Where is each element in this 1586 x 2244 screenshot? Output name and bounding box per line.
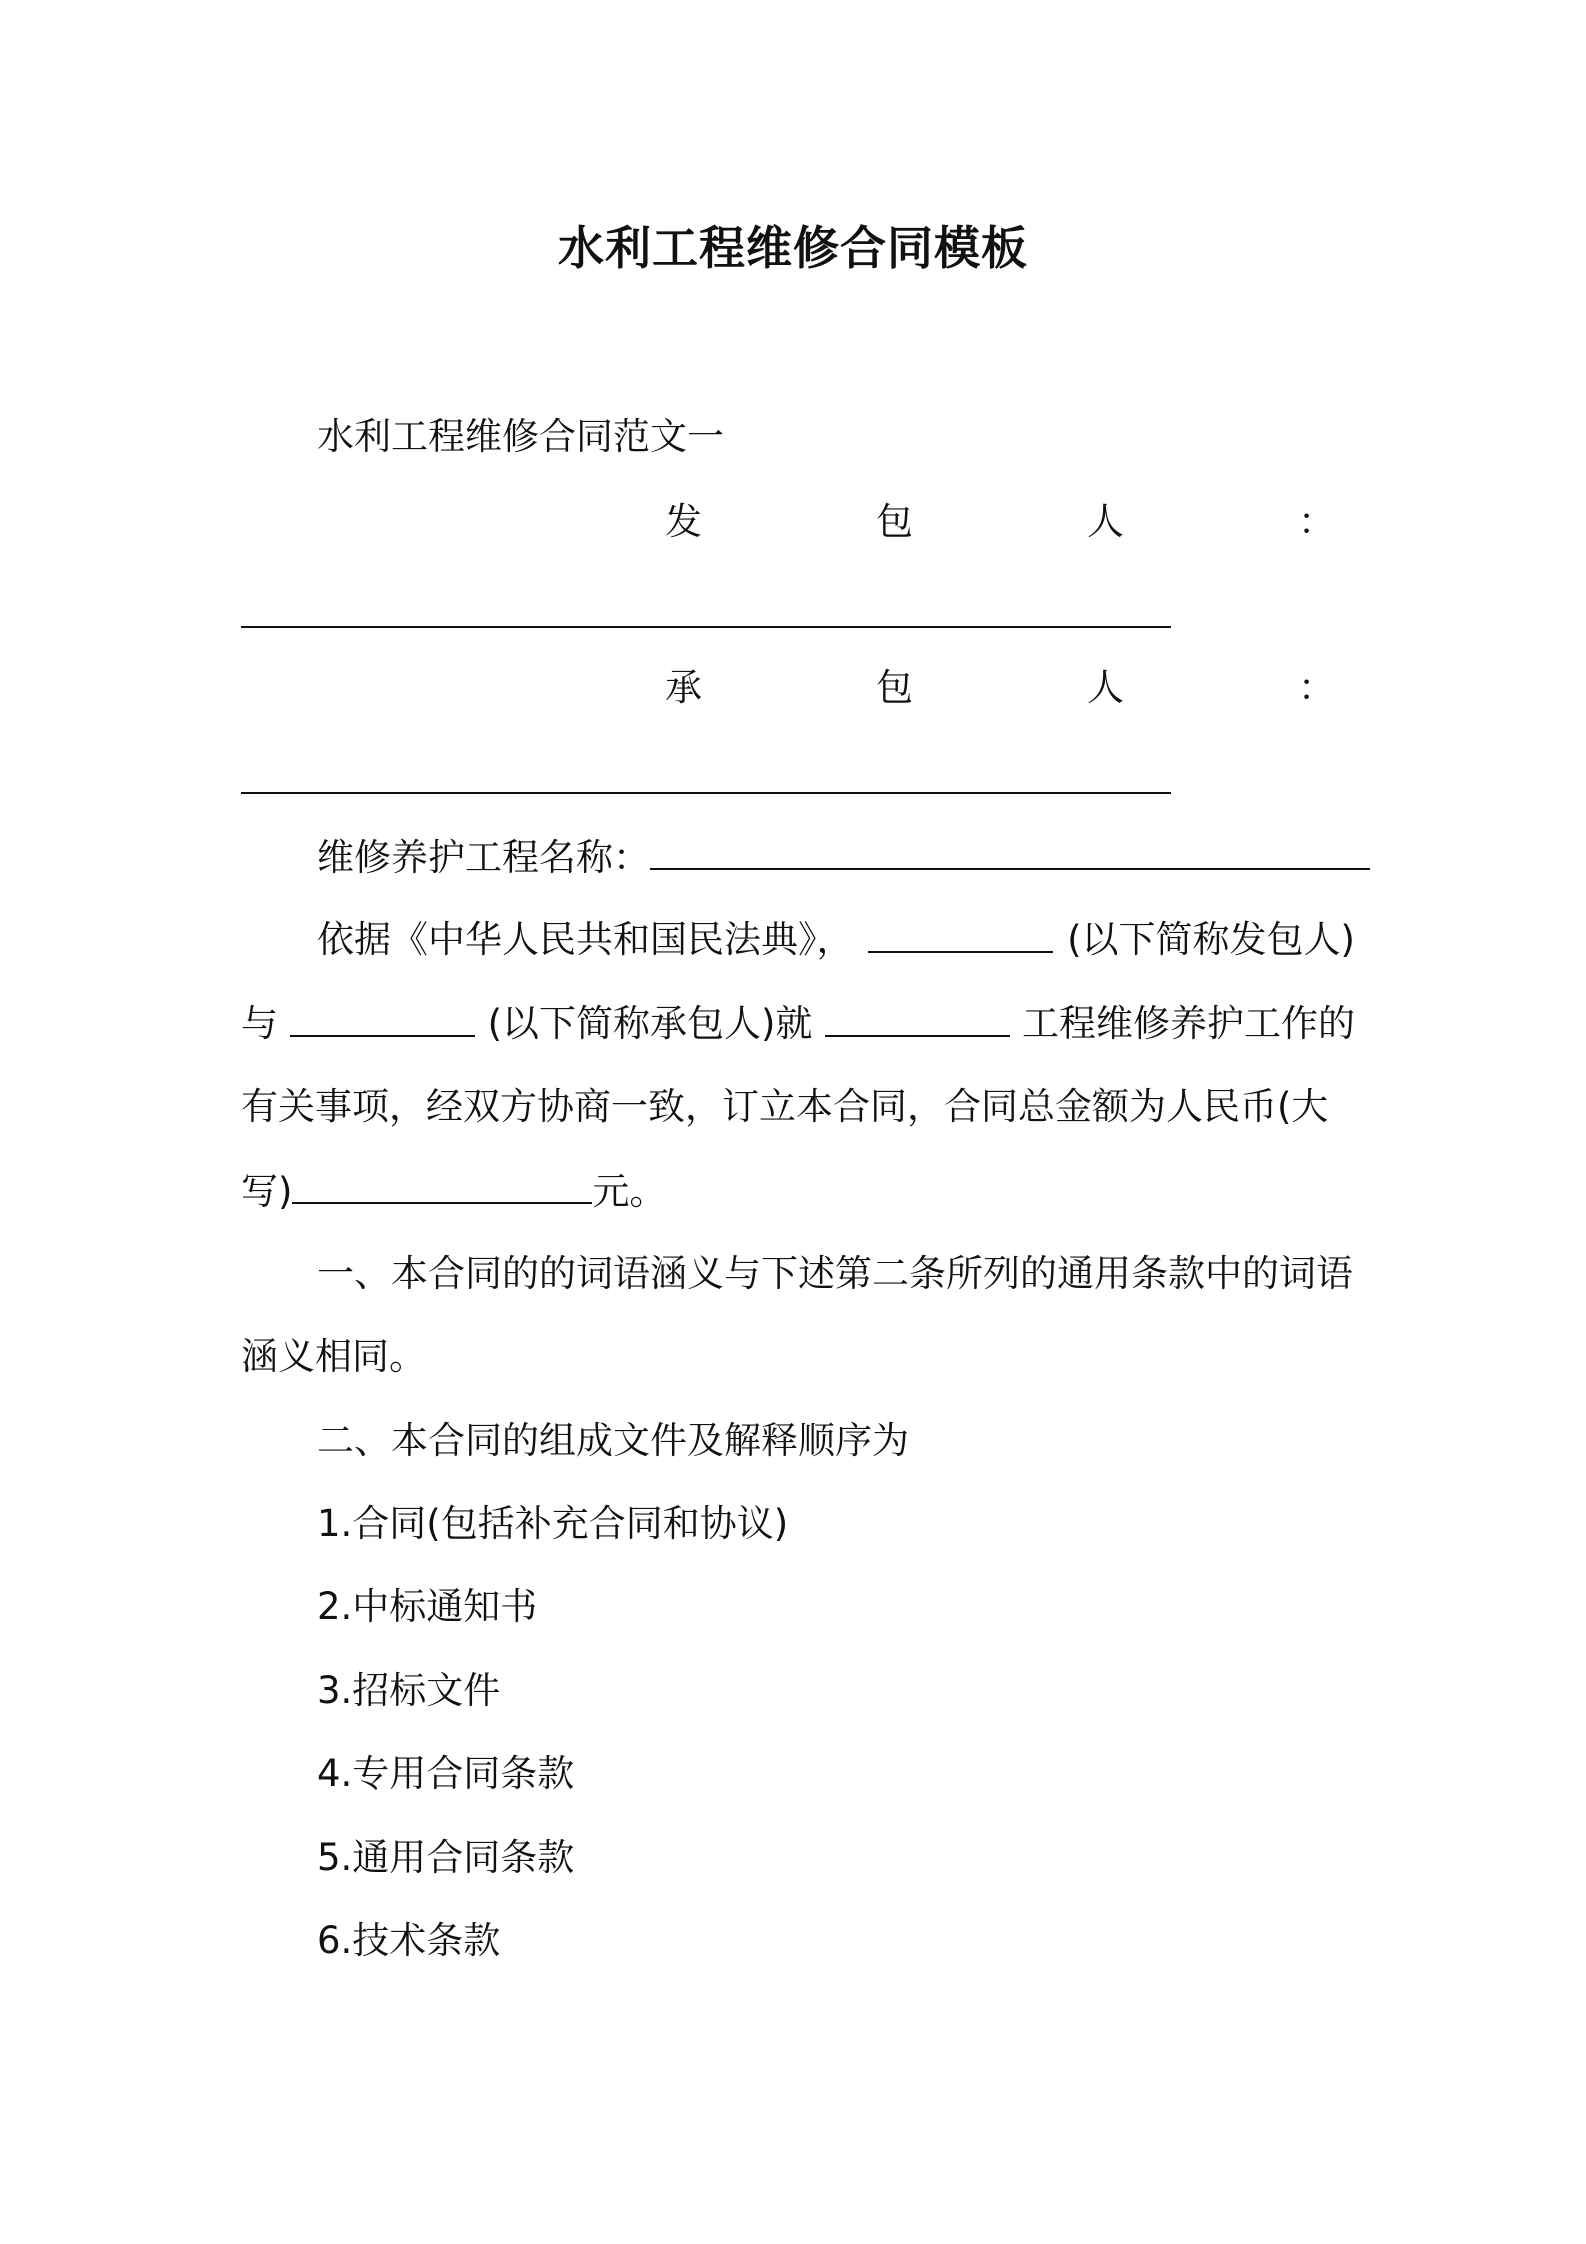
para1-text: 写): [241, 1170, 293, 1213]
para1-line4: [241, 1166, 666, 1217]
para1-text: (以下简称发包人): [1067, 918, 1355, 961]
list-item: 3.招标文件: [317, 1669, 501, 1712]
employer-char: 发: [665, 500, 702, 543]
list-item: 2.中标通知书: [317, 1585, 538, 1628]
para1-line3: 有关事项，经双方协商一致，订立本合同，合同总金额为人民币(大: [241, 1085, 1329, 1128]
para1-text: 与: [241, 1002, 278, 1045]
employer-blank-line[interactable]: [241, 626, 1171, 628]
para1-text: 工程维修养护工作的: [1022, 1002, 1355, 1045]
clause1-line1: 一、本合同的的词语涵义与下述第二条所列的通用条款中的词语: [317, 1252, 1353, 1295]
clause2-heading: 二、本合同的组成文件及解释顺序为: [317, 1419, 909, 1462]
list-item: 1.合同(包括补充合同和协议): [317, 1502, 789, 1545]
list-item: 4.专用合同条款: [317, 1752, 575, 1795]
contractor-blank-line[interactable]: [241, 792, 1171, 794]
para1-text: 依据《中华人民共和国民法典》，: [317, 918, 854, 961]
para1-line2: [241, 999, 1355, 1049]
employer-char: 人: [1087, 500, 1124, 543]
employer-label: [665, 497, 1335, 547]
contractor-char: 包: [876, 666, 913, 709]
para1-text: (以下简称承包人)就: [487, 1002, 813, 1045]
contractor-char: 人: [1087, 666, 1124, 709]
para1-line1: [317, 915, 1355, 965]
contractor-char: ：: [1298, 666, 1335, 709]
project-name-label: 维修养护工程名称：: [317, 836, 650, 879]
project-name-blank[interactable]: [650, 832, 1370, 870]
project-name-row: [317, 832, 1370, 883]
amount-blank[interactable]: [292, 1166, 592, 1204]
contractor-char: 承: [665, 666, 702, 709]
document-title: 水利工程维修合同模板: [558, 221, 1028, 275]
list-item: 6.技术条款: [317, 1919, 501, 1962]
contractor-label: [665, 663, 1335, 713]
para1-text: 元。: [592, 1170, 667, 1213]
employer-char: ：: [1298, 500, 1335, 543]
contractor-name-blank[interactable]: [290, 999, 475, 1037]
project-blank[interactable]: [825, 999, 1010, 1037]
document-subtitle: 水利工程维修合同范文一: [317, 415, 724, 458]
employer-name-blank[interactable]: [868, 915, 1053, 953]
clause1-line2: 涵义相同。: [241, 1335, 426, 1378]
employer-char: 包: [876, 500, 913, 543]
list-item: 5.通用合同条款: [317, 1836, 575, 1879]
